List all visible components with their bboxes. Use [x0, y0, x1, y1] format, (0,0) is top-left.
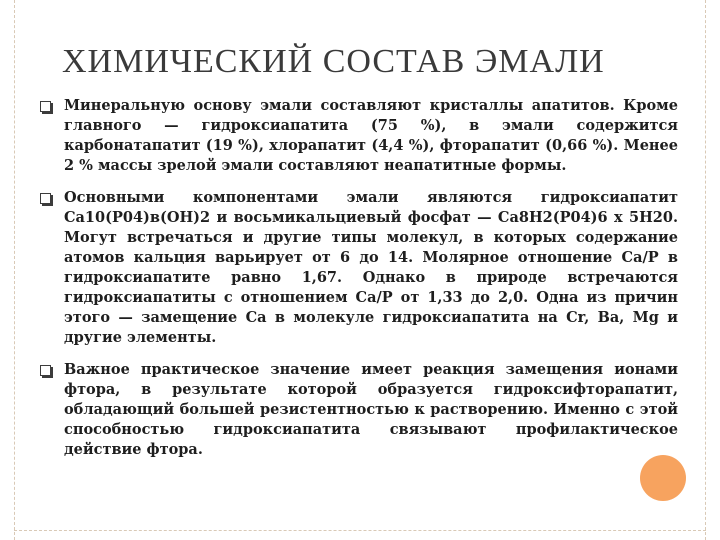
square-bullet-icon: [40, 193, 51, 204]
decorative-orange-circle: [640, 455, 686, 501]
square-bullet-icon: [40, 365, 51, 376]
bullet-item: [38, 360, 678, 460]
bullet-item: [38, 96, 678, 176]
bullet-text: Основными компонентами эмали являются гидроксиапатит Са10(Р04)в(ОН)2 и восьмикальциевый фосфат — Са8Н2(Р04)6 х 5Н20. Могут встречаться и другие типы молекул, в которых содержание атомов кальция варьирует от 6 до 14. Молярное отношение Са/Р в гидроксиапатите равно 1,67. Однако в природе встречаются гидроксиапатиты с отношением Са/Р от 1,33 до 2,0. Одна из причин этого — замещение Са в молекуле гидроксиапатита на Cr, Ва, Mg и другие элементы.: [64, 189, 678, 346]
bullet-list: [38, 96, 678, 472]
square-bullet-icon: [40, 101, 51, 112]
frame-bottom-border: [14, 530, 706, 531]
frame-right-border: [705, 0, 706, 540]
bullet-item: [38, 188, 678, 348]
bullet-text: Минеральную основу эмали составляют кристаллы апатитов. Кроме главного — гидроксиапатита (75 %), в эмали содержится карбонатапатит (19 %), хлорапатит (4,4 %), фторапатит (0,66 %). Менее 2 % массы зрелой эмали составляют неапатитные формы.: [64, 97, 678, 174]
frame-left-border: [14, 0, 15, 540]
bullet-text: Важное практическое значение имеет реакция замещения ионами фтора, в результате которой образуется гидроксифторапатит, обладающий большей резистентностью к растворению. Именно с этой способностью гидроксиапатита связывают профилактическое действие фтора.: [64, 361, 678, 458]
slide-title: ХИМИЧЕСКИЙ СОСТАВ ЭМАЛИ: [62, 43, 605, 80]
